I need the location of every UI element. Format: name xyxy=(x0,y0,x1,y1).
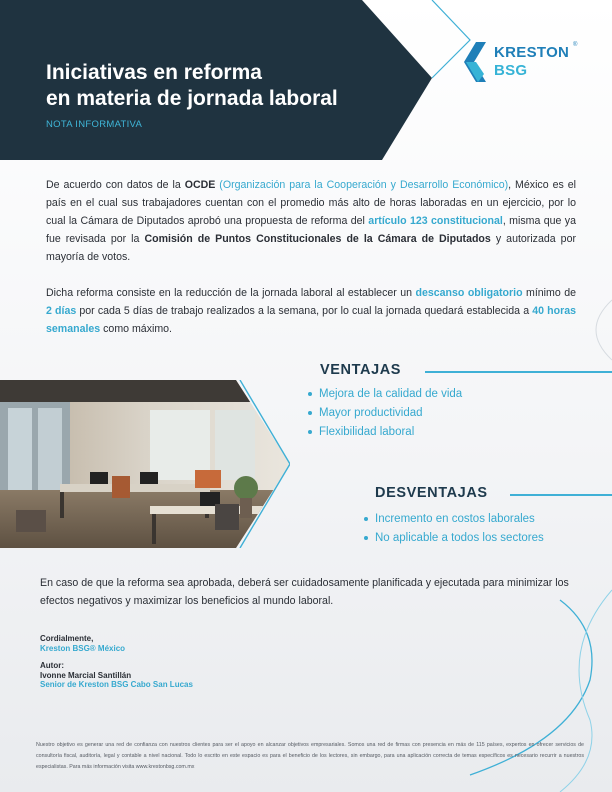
paragraph-ocde xyxy=(46,176,576,266)
office-photo xyxy=(0,380,290,548)
kreston-logo-icon xyxy=(462,40,492,84)
p1-text-1: De acuerdo con datos de la xyxy=(46,179,185,191)
signature-block xyxy=(40,634,125,653)
p2-descanso: descanso obligatorio xyxy=(415,287,523,299)
logo-trademark: ® xyxy=(573,42,578,48)
footer-disclaimer: Nuestro objetivo es generar una red de confianza con nuestros clientes para ser el apoyo en alcanzar objetivos empresariales. Somos una red de firmas con presencia en más de 115 países, expertos en ofrecer servicios de consultoría fiscal, auditoría, legal y contable a nivel nacional. Todo lo escrito en este espacio es para el beneficio de los lectores, sin embargo, para una aplicación correcta de temas específicos es necesario recurrir a nuestros especialistas. Para más información visita www.krestonbsg.com.mx xyxy=(36,742,584,770)
list-item: Mejora de la calidad de vida xyxy=(308,385,462,404)
closing-paragraph: En caso de que la reforma sea aprobada, deberá ser cuidadosamente planificada y ejecutada para minimizar los efectos negativos y maximizar los beneficios al mundo laboral. xyxy=(40,577,569,607)
p1-text-4: y autorizada por mayoría de votos. xyxy=(46,233,576,263)
p1-text-3: , misma que ya fue revisada por la xyxy=(46,215,576,245)
p1-text-2: , México es el país en el cual sus trabajadores cuentan con el promedio más alto de horas laboradas en un ejercicio, por lo cual la Cámara de Diputados aprobó una propuesta de reforma del xyxy=(46,179,577,227)
author-block xyxy=(40,661,193,690)
ventajas-title: VENTAJAS xyxy=(320,362,402,378)
desventajas-divider xyxy=(510,494,612,496)
p1-ocde: OCDE xyxy=(184,179,216,191)
p2-text-1: Dicha reforma consiste en la reducción de la jornada laboral al establecer un xyxy=(46,287,416,299)
paragraph-reforma xyxy=(46,284,576,338)
list-item: Flexibilidad laboral xyxy=(308,423,462,442)
logo-word-kreston: KRESTON xyxy=(494,44,570,61)
ventajas-list xyxy=(308,385,462,442)
author-name: Ivonne Marcial Santillán xyxy=(40,670,132,680)
page-title xyxy=(46,60,338,112)
p2-dias: 2 días xyxy=(46,305,77,317)
title-line-1: Iniciativas en reforma xyxy=(46,61,262,84)
desventajas-title: DESVENTAJAS xyxy=(375,485,488,501)
p2-text-4: como máximo. xyxy=(100,323,173,335)
list-item: Mayor productividad xyxy=(308,404,462,423)
title-line-2: en materia de jornada laboral xyxy=(46,87,338,110)
p2-text-3: por cada 5 días de trabajo realizados a la semana, por lo cual la jornada quedará establecida a xyxy=(76,305,533,317)
list-item: Incremento en costos laborales xyxy=(364,510,544,529)
kreston-logo xyxy=(462,40,582,84)
author-label: Autor: xyxy=(40,661,64,670)
p1-comision: Comisión de Puntos Constitucionales de la Cámara de Diputados xyxy=(144,233,491,245)
p1-ocde-full: (Organización para la Cooperación y Desarrollo Económico) xyxy=(215,179,509,191)
logo-word-bsg: BSG xyxy=(494,62,528,79)
desventajas-list xyxy=(364,510,544,548)
p2-horas: 40 horas semanales xyxy=(46,305,576,335)
p1-articulo: artículo 123 constitucional xyxy=(368,215,503,227)
signature-greeting: Cordialmente, xyxy=(40,634,94,643)
p2-text-2: mínimo de xyxy=(522,287,576,299)
page-subtitle: NOTA INFORMATIVA xyxy=(46,119,143,130)
author-role: Senior de Kreston BSG Cabo San Lucas xyxy=(40,680,193,689)
signature-firm: Kreston BSG® México xyxy=(40,643,126,653)
list-item: No aplicable a todos los sectores xyxy=(364,529,544,548)
ventajas-divider xyxy=(425,371,612,373)
